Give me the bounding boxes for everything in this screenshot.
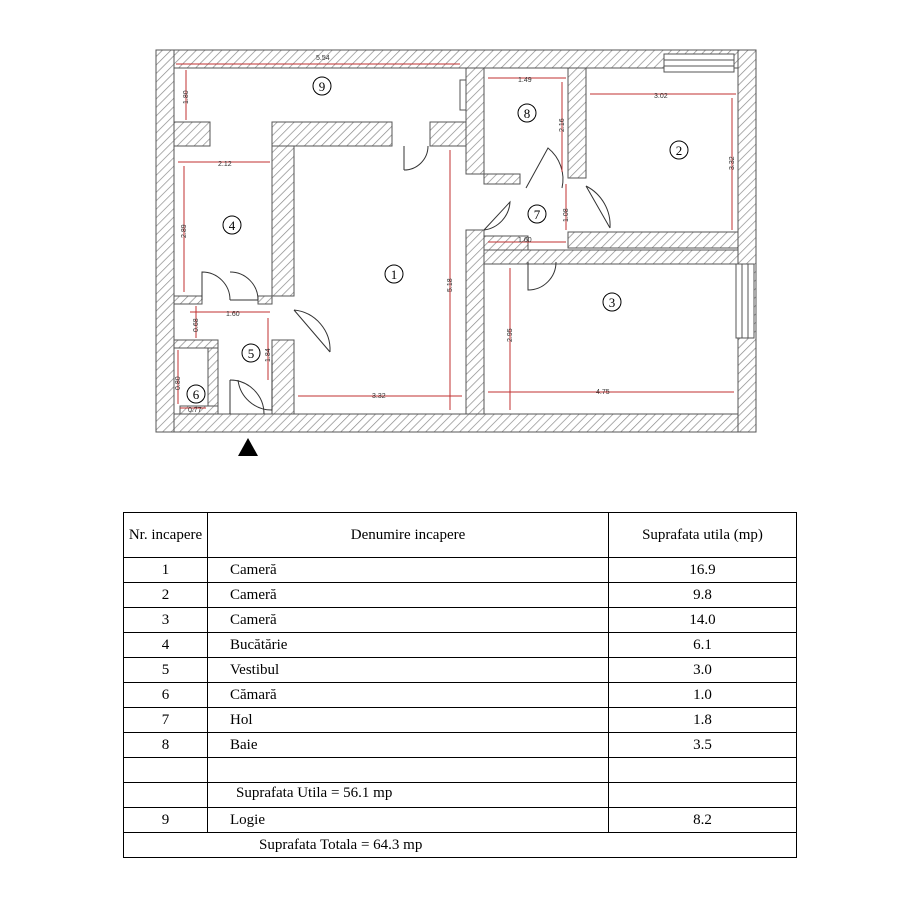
table-row xyxy=(124,658,797,683)
cell-area: 9.8 xyxy=(609,583,797,608)
dim-label: 2.12 xyxy=(218,161,232,168)
svg-text:3: 3 xyxy=(608,295,616,310)
summary-utila-cell xyxy=(208,783,609,808)
cell-name: Bucătărie xyxy=(208,633,609,658)
room-marker xyxy=(313,77,331,95)
table-row xyxy=(124,633,797,658)
cell-name: Cămară xyxy=(208,683,609,708)
interior-walls xyxy=(174,68,738,414)
svg-text:7: 7 xyxy=(533,207,541,222)
dim-label: 2.16 xyxy=(559,118,566,132)
svg-text:2: 2 xyxy=(675,143,683,158)
cell-area: 1.0 xyxy=(609,683,797,708)
room-marker xyxy=(223,216,241,234)
table-row-logie xyxy=(124,808,797,833)
table-row xyxy=(124,608,797,633)
entrance-arrow-icon xyxy=(238,438,258,456)
svg-text:5: 5 xyxy=(247,346,255,361)
dim-label: 3.02 xyxy=(654,93,668,100)
cell-area: 1.8 xyxy=(609,708,797,733)
cell-area: 6.1 xyxy=(609,633,797,658)
cell-nr: 8 xyxy=(124,733,208,758)
empty-cell xyxy=(208,758,609,783)
cell-name: Cameră xyxy=(208,558,609,583)
dim-label: 3.32 xyxy=(729,156,736,170)
table-row xyxy=(124,683,797,708)
svg-text:6: 6 xyxy=(192,387,200,402)
svg-text:9: 9 xyxy=(318,79,326,94)
table-row xyxy=(124,558,797,583)
dim-label: 1.49 xyxy=(518,77,532,84)
header-area: Suprafata utila (mp) xyxy=(609,513,797,558)
cell-area: 3.5 xyxy=(609,733,797,758)
dim-label: 1.84 xyxy=(265,348,272,362)
room-marker xyxy=(187,385,205,403)
summary-utila-row xyxy=(124,783,797,808)
cell-name: Hol xyxy=(208,708,609,733)
svg-text:4: 4 xyxy=(228,218,236,233)
dim-label: 1.08 xyxy=(563,208,570,222)
cell-nr: 5 xyxy=(124,658,208,683)
dim-label: 0.80 xyxy=(175,376,182,390)
cell-nr: 2 xyxy=(124,583,208,608)
header-nr: Nr. incapere xyxy=(124,513,208,558)
svg-text:8: 8 xyxy=(523,106,531,121)
cell-nr: 6 xyxy=(124,683,208,708)
empty-cell xyxy=(609,783,797,808)
table-row xyxy=(124,708,797,733)
empty-cell xyxy=(609,758,797,783)
cell-nr: 3 xyxy=(124,608,208,633)
dim-label: 0.77 xyxy=(188,407,202,414)
cell-name: Cameră xyxy=(208,583,609,608)
empty-cell xyxy=(124,758,208,783)
cell-nr: 7 xyxy=(124,708,208,733)
cell-area: 3.0 xyxy=(609,658,797,683)
empty-cell xyxy=(124,783,208,808)
summary-totala-row xyxy=(124,833,797,858)
cell-nr: 1 xyxy=(124,558,208,583)
dim-label: 1.60 xyxy=(226,311,240,318)
room-area-table xyxy=(123,512,797,858)
room-marker xyxy=(242,344,260,362)
table-row xyxy=(124,733,797,758)
cell-area: 8.2 xyxy=(609,808,797,833)
header-name: Denumire incapere xyxy=(208,513,609,558)
dim-label: 1.80 xyxy=(183,90,190,104)
room-marker xyxy=(385,265,403,283)
dim-label: 2.89 xyxy=(181,224,188,238)
dim-label: 5.54 xyxy=(316,55,330,62)
summary-totala-text: Suprafata Totala = 64.3 mp xyxy=(124,833,797,858)
cell-name: Baie xyxy=(208,733,609,758)
cell-area: 16.9 xyxy=(609,558,797,583)
cell-nr: 9 xyxy=(124,808,208,833)
dim-label: 5.18 xyxy=(447,278,454,292)
cell-area: 14.0 xyxy=(609,608,797,633)
cell-name: Vestibul xyxy=(208,658,609,683)
dim-label: 0.68 xyxy=(193,318,200,332)
table-header-row xyxy=(124,513,797,558)
room-marker xyxy=(518,104,536,122)
room-marker xyxy=(603,293,621,311)
dim-label: 2.95 xyxy=(507,328,514,342)
cell-nr: 4 xyxy=(124,633,208,658)
door-swings xyxy=(202,146,610,414)
dim-label: 3.32 xyxy=(372,393,386,400)
cell-name: Logie xyxy=(208,808,609,833)
summary-utila-text: Suprafata Utila = 56.1 mp xyxy=(236,784,393,801)
svg-text:1: 1 xyxy=(390,267,398,282)
empty-row xyxy=(124,758,797,783)
dim-label: 1.60 xyxy=(518,237,532,244)
room-marker xyxy=(528,205,546,223)
cell-name: Cameră xyxy=(208,608,609,633)
room-marker xyxy=(670,141,688,159)
dim-label: 4.75 xyxy=(596,389,610,396)
table-row xyxy=(124,583,797,608)
